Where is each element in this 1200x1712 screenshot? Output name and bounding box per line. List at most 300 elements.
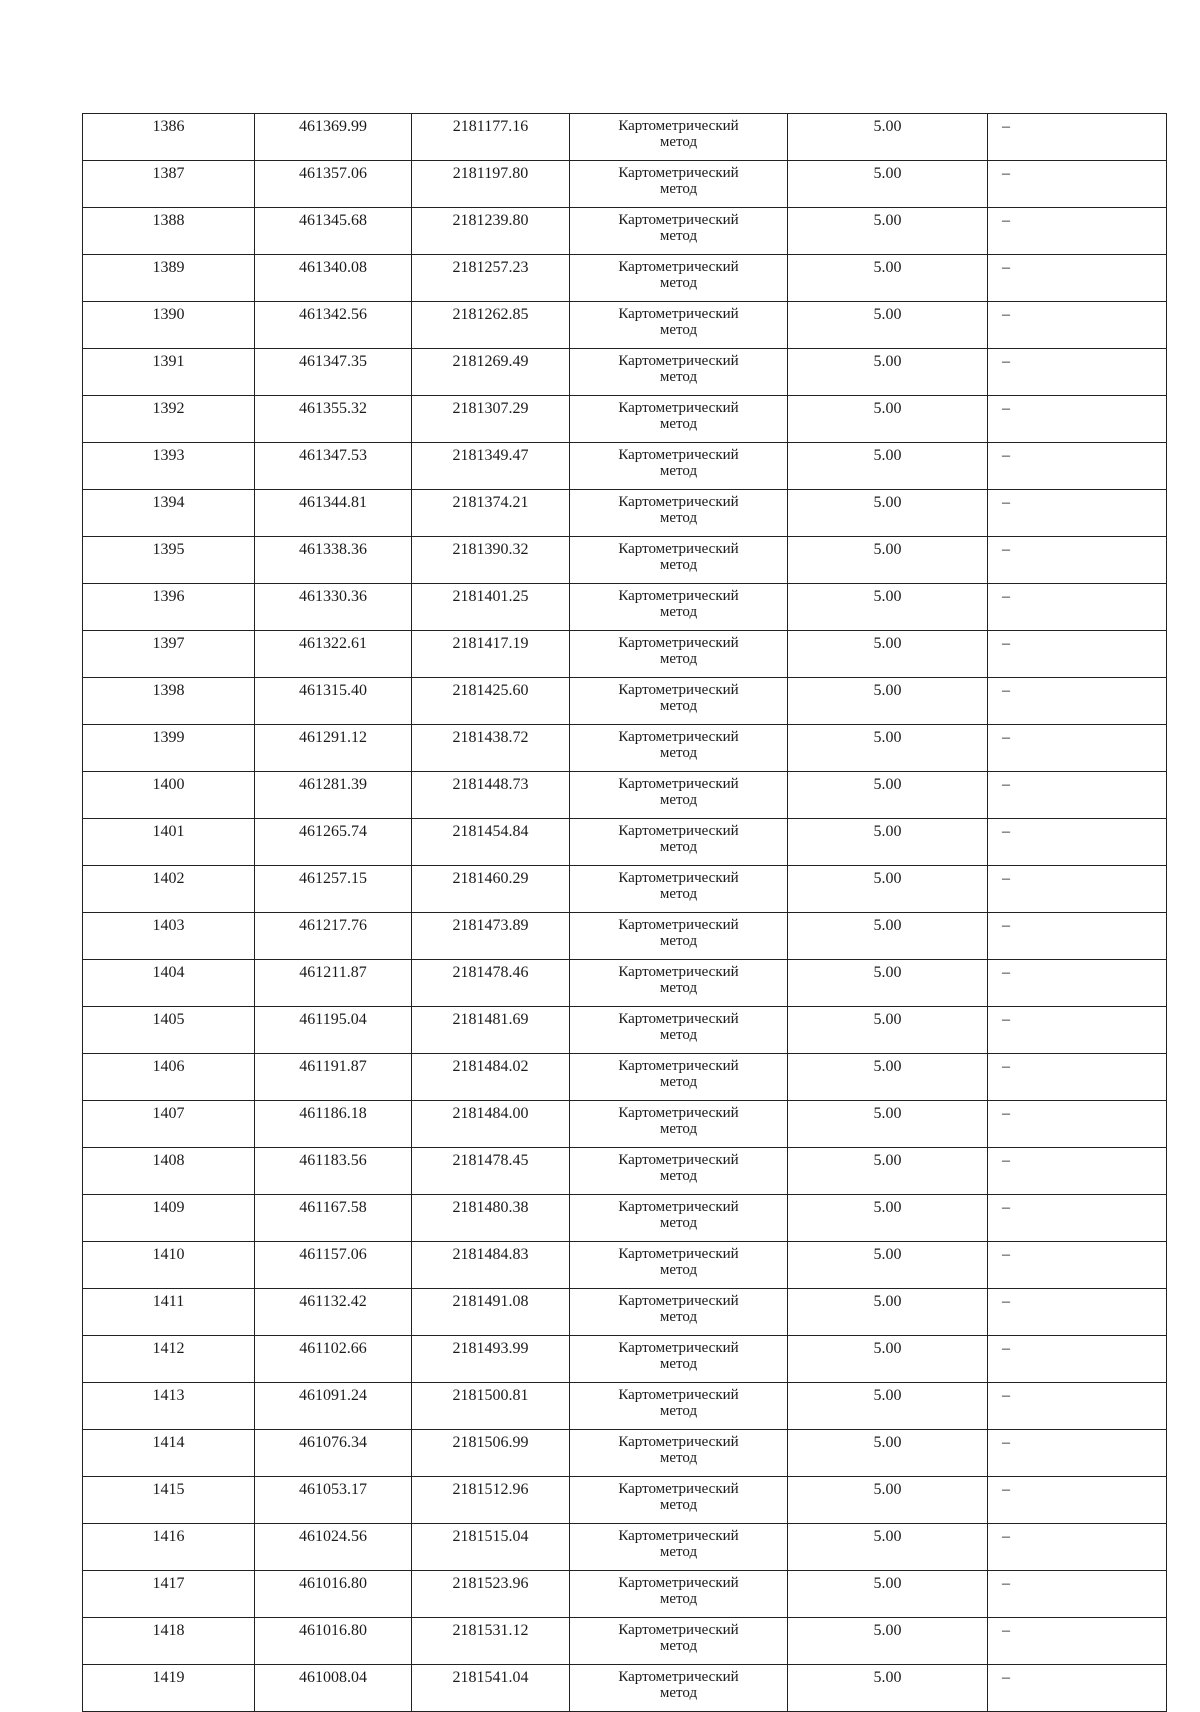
note-cell: – (988, 302, 1167, 349)
table-row (83, 866, 1167, 913)
table-row (83, 678, 1167, 725)
method-line-2: метод (659, 1497, 698, 1513)
method-cell (570, 1148, 788, 1195)
method-cell (570, 1289, 788, 1336)
method-line-2: метод (659, 980, 698, 996)
note-cell: – (988, 1383, 1167, 1430)
note-cell: – (988, 960, 1167, 1007)
method-line-1: Картометрический (618, 118, 739, 134)
method-cell (570, 1007, 788, 1054)
note-cell: – (988, 1148, 1167, 1195)
x-coordinate-cell: 461091.24 (255, 1383, 412, 1430)
method-cell (570, 1477, 788, 1524)
note-cell: – (988, 114, 1167, 161)
method-line-2: метод (659, 463, 698, 479)
method-cell (570, 302, 788, 349)
method-line-1: Картометрический (618, 588, 739, 604)
method-line-1: Картометрический (618, 400, 739, 416)
method-cell (570, 537, 788, 584)
method-cell (570, 161, 788, 208)
method-line-2: метод (659, 557, 698, 573)
method-cell (570, 960, 788, 1007)
x-coordinate-cell: 461186.18 (255, 1101, 412, 1148)
method-line-2: метод (659, 275, 698, 291)
method-line-1: Картометрический (618, 212, 739, 228)
method-line-2: метод (659, 1168, 698, 1184)
table-row (83, 208, 1167, 255)
accuracy-cell: 5.00 (788, 208, 988, 255)
method-line-2: метод (659, 1638, 698, 1654)
x-coordinate-cell: 461347.35 (255, 349, 412, 396)
method-cell (570, 1336, 788, 1383)
note-cell: – (988, 1242, 1167, 1289)
accuracy-cell: 5.00 (788, 396, 988, 443)
x-coordinate-cell: 461265.74 (255, 819, 412, 866)
table-row (83, 1101, 1167, 1148)
y-coordinate-cell: 2181262.85 (412, 302, 570, 349)
point-number-cell: 1405 (83, 1007, 255, 1054)
x-coordinate-cell: 461342.56 (255, 302, 412, 349)
method-cell (570, 1242, 788, 1289)
method-line-2: метод (659, 698, 698, 714)
method-line-1: Картометрический (618, 682, 739, 698)
table-row (83, 725, 1167, 772)
accuracy-cell: 5.00 (788, 1007, 988, 1054)
point-number-cell: 1419 (83, 1665, 255, 1712)
x-coordinate-cell: 461281.39 (255, 772, 412, 819)
y-coordinate-cell: 2181473.89 (412, 913, 570, 960)
note-cell: – (988, 255, 1167, 302)
x-coordinate-cell: 461217.76 (255, 913, 412, 960)
x-coordinate-cell: 461053.17 (255, 1477, 412, 1524)
table-row (83, 819, 1167, 866)
method-line-2: метод (659, 1591, 698, 1607)
method-cell (570, 208, 788, 255)
method-line-2: метод (659, 1544, 698, 1560)
note-cell: – (988, 1571, 1167, 1618)
point-number-cell: 1389 (83, 255, 255, 302)
y-coordinate-cell: 2181480.38 (412, 1195, 570, 1242)
accuracy-cell: 5.00 (788, 631, 988, 678)
table-row (83, 1054, 1167, 1101)
note-cell: – (988, 1618, 1167, 1665)
method-line-1: Картометрический (618, 1387, 739, 1403)
accuracy-cell: 5.00 (788, 114, 988, 161)
y-coordinate-cell: 2181541.04 (412, 1665, 570, 1712)
table-row (83, 537, 1167, 584)
table-row (83, 1618, 1167, 1665)
accuracy-cell: 5.00 (788, 678, 988, 725)
method-line-2: метод (659, 604, 698, 620)
note-cell: – (988, 584, 1167, 631)
x-coordinate-cell: 461355.32 (255, 396, 412, 443)
x-coordinate-cell: 461315.40 (255, 678, 412, 725)
method-line-1: Картометрический (618, 1105, 739, 1121)
method-line-1: Картометрический (618, 1481, 739, 1497)
method-line-2: метод (659, 134, 698, 150)
y-coordinate-cell: 2181390.32 (412, 537, 570, 584)
method-line-2: метод (659, 745, 698, 761)
method-line-1: Картометрический (618, 1528, 739, 1544)
accuracy-cell: 5.00 (788, 1477, 988, 1524)
x-coordinate-cell: 461016.80 (255, 1618, 412, 1665)
method-line-1: Картометрический (618, 1152, 739, 1168)
note-cell: – (988, 443, 1167, 490)
x-coordinate-cell: 461195.04 (255, 1007, 412, 1054)
point-number-cell: 1390 (83, 302, 255, 349)
method-line-1: Картометрический (618, 1669, 739, 1685)
method-line-2: метод (659, 1215, 698, 1231)
accuracy-cell: 5.00 (788, 1148, 988, 1195)
point-number-cell: 1386 (83, 114, 255, 161)
point-number-cell: 1396 (83, 584, 255, 631)
point-number-cell: 1395 (83, 537, 255, 584)
y-coordinate-cell: 2181481.69 (412, 1007, 570, 1054)
x-coordinate-cell: 461340.08 (255, 255, 412, 302)
note-cell: – (988, 396, 1167, 443)
point-number-cell: 1394 (83, 490, 255, 537)
x-coordinate-cell: 461183.56 (255, 1148, 412, 1195)
accuracy-cell: 5.00 (788, 302, 988, 349)
accuracy-cell: 5.00 (788, 537, 988, 584)
method-line-1: Картометрический (618, 776, 739, 792)
y-coordinate-cell: 2181197.80 (412, 161, 570, 208)
y-coordinate-cell: 2181484.83 (412, 1242, 570, 1289)
method-line-1: Картометрический (618, 494, 739, 510)
table-row (83, 1430, 1167, 1477)
point-number-cell: 1397 (83, 631, 255, 678)
accuracy-cell: 5.00 (788, 1383, 988, 1430)
point-number-cell: 1408 (83, 1148, 255, 1195)
x-coordinate-cell: 461291.12 (255, 725, 412, 772)
point-number-cell: 1388 (83, 208, 255, 255)
table-row (83, 631, 1167, 678)
method-line-1: Картометрический (618, 1434, 739, 1450)
y-coordinate-cell: 2181491.08 (412, 1289, 570, 1336)
method-line-2: метод (659, 228, 698, 244)
accuracy-cell: 5.00 (788, 819, 988, 866)
accuracy-cell: 5.00 (788, 725, 988, 772)
point-number-cell: 1416 (83, 1524, 255, 1571)
method-cell (570, 1383, 788, 1430)
y-coordinate-cell: 2181307.29 (412, 396, 570, 443)
table-row (83, 913, 1167, 960)
table-row (83, 1383, 1167, 1430)
method-line-2: метод (659, 886, 698, 902)
point-number-cell: 1406 (83, 1054, 255, 1101)
y-coordinate-cell: 2181460.29 (412, 866, 570, 913)
y-coordinate-cell: 2181438.72 (412, 725, 570, 772)
point-number-cell: 1414 (83, 1430, 255, 1477)
method-line-1: Картометрический (618, 165, 739, 181)
method-line-1: Картометрический (618, 823, 739, 839)
method-cell (570, 772, 788, 819)
x-coordinate-cell: 461345.68 (255, 208, 412, 255)
table-row (83, 161, 1167, 208)
note-cell: – (988, 1007, 1167, 1054)
note-cell: – (988, 208, 1167, 255)
method-line-2: метод (659, 1074, 698, 1090)
method-line-2: метод (659, 1027, 698, 1043)
table-row (83, 1289, 1167, 1336)
x-coordinate-cell: 461347.53 (255, 443, 412, 490)
y-coordinate-cell: 2181478.46 (412, 960, 570, 1007)
y-coordinate-cell: 2181417.19 (412, 631, 570, 678)
method-line-1: Картометрический (618, 353, 739, 369)
method-cell (570, 349, 788, 396)
accuracy-cell: 5.00 (788, 1665, 988, 1712)
note-cell: – (988, 1430, 1167, 1477)
note-cell: – (988, 490, 1167, 537)
point-number-cell: 1411 (83, 1289, 255, 1336)
note-cell: – (988, 913, 1167, 960)
table-row (83, 490, 1167, 537)
note-cell: – (988, 349, 1167, 396)
accuracy-cell: 5.00 (788, 866, 988, 913)
y-coordinate-cell: 2181523.96 (412, 1571, 570, 1618)
x-coordinate-cell: 461076.34 (255, 1430, 412, 1477)
table-row (83, 1571, 1167, 1618)
accuracy-cell: 5.00 (788, 772, 988, 819)
method-line-1: Картометрический (618, 729, 739, 745)
accuracy-cell: 5.00 (788, 1242, 988, 1289)
method-cell (570, 443, 788, 490)
x-coordinate-cell: 461016.80 (255, 1571, 412, 1618)
y-coordinate-cell: 2181531.12 (412, 1618, 570, 1665)
method-cell (570, 584, 788, 631)
y-coordinate-cell: 2181177.16 (412, 114, 570, 161)
table-row (83, 1007, 1167, 1054)
y-coordinate-cell: 2181239.80 (412, 208, 570, 255)
table-row (83, 772, 1167, 819)
point-number-cell: 1402 (83, 866, 255, 913)
table-row (83, 1477, 1167, 1524)
method-line-1: Картометрический (618, 917, 739, 933)
table-row (83, 584, 1167, 631)
x-coordinate-cell: 461344.81 (255, 490, 412, 537)
point-number-cell: 1417 (83, 1571, 255, 1618)
note-cell: – (988, 819, 1167, 866)
x-coordinate-cell: 461024.56 (255, 1524, 412, 1571)
note-cell: – (988, 1477, 1167, 1524)
table-row (83, 1242, 1167, 1289)
point-number-cell: 1401 (83, 819, 255, 866)
y-coordinate-cell: 2181512.96 (412, 1477, 570, 1524)
method-line-2: метод (659, 1356, 698, 1372)
x-coordinate-cell: 461330.36 (255, 584, 412, 631)
x-coordinate-cell: 461008.04 (255, 1665, 412, 1712)
method-cell (570, 678, 788, 725)
method-line-1: Картометрический (618, 1622, 739, 1638)
y-coordinate-cell: 2181484.02 (412, 1054, 570, 1101)
y-coordinate-cell: 2181269.49 (412, 349, 570, 396)
point-number-cell: 1398 (83, 678, 255, 725)
method-line-1: Картометрический (618, 541, 739, 557)
y-coordinate-cell: 2181493.99 (412, 1336, 570, 1383)
x-coordinate-cell: 461322.61 (255, 631, 412, 678)
method-cell (570, 819, 788, 866)
method-cell (570, 1524, 788, 1571)
table-row (83, 302, 1167, 349)
note-cell: – (988, 772, 1167, 819)
y-coordinate-cell: 2181425.60 (412, 678, 570, 725)
point-number-cell: 1392 (83, 396, 255, 443)
method-line-2: метод (659, 1121, 698, 1137)
x-coordinate-cell: 461338.36 (255, 537, 412, 584)
method-line-1: Картометрический (618, 1340, 739, 1356)
method-line-2: метод (659, 181, 698, 197)
accuracy-cell: 5.00 (788, 1054, 988, 1101)
accuracy-cell: 5.00 (788, 1618, 988, 1665)
table-row (83, 1336, 1167, 1383)
method-line-2: метод (659, 1450, 698, 1466)
accuracy-cell: 5.00 (788, 161, 988, 208)
point-number-cell: 1404 (83, 960, 255, 1007)
note-cell: – (988, 1524, 1167, 1571)
point-number-cell: 1409 (83, 1195, 255, 1242)
point-number-cell: 1393 (83, 443, 255, 490)
method-cell (570, 1101, 788, 1148)
method-line-1: Картометрический (618, 1575, 739, 1591)
x-coordinate-cell: 461357.06 (255, 161, 412, 208)
method-line-2: метод (659, 416, 698, 432)
table-row (83, 1195, 1167, 1242)
accuracy-cell: 5.00 (788, 1571, 988, 1618)
point-number-cell: 1391 (83, 349, 255, 396)
table-row (83, 1148, 1167, 1195)
method-cell (570, 1571, 788, 1618)
note-cell: – (988, 1336, 1167, 1383)
point-number-cell: 1413 (83, 1383, 255, 1430)
method-line-1: Картометрический (618, 1246, 739, 1262)
point-number-cell: 1399 (83, 725, 255, 772)
table-row (83, 255, 1167, 302)
method-line-2: метод (659, 1403, 698, 1419)
note-cell: – (988, 537, 1167, 584)
method-line-1: Картометрический (618, 306, 739, 322)
coordinates-table (82, 113, 1167, 1712)
method-cell (570, 725, 788, 772)
y-coordinate-cell: 2181349.47 (412, 443, 570, 490)
y-coordinate-cell: 2181500.81 (412, 1383, 570, 1430)
method-cell (570, 1195, 788, 1242)
method-line-1: Картометрический (618, 1293, 739, 1309)
method-line-2: метод (659, 1262, 698, 1278)
y-coordinate-cell: 2181478.45 (412, 1148, 570, 1195)
y-coordinate-cell: 2181484.00 (412, 1101, 570, 1148)
method-line-1: Картометрический (618, 1058, 739, 1074)
note-cell: – (988, 1195, 1167, 1242)
method-cell (570, 1054, 788, 1101)
x-coordinate-cell: 461167.58 (255, 1195, 412, 1242)
method-cell (570, 866, 788, 913)
method-line-1: Картометрический (618, 870, 739, 886)
note-cell: – (988, 161, 1167, 208)
table-row (83, 1524, 1167, 1571)
y-coordinate-cell: 2181448.73 (412, 772, 570, 819)
method-line-1: Картометрический (618, 1011, 739, 1027)
method-line-1: Картометрический (618, 259, 739, 275)
note-cell: – (988, 1665, 1167, 1712)
point-number-cell: 1387 (83, 161, 255, 208)
method-cell (570, 255, 788, 302)
x-coordinate-cell: 461132.42 (255, 1289, 412, 1336)
accuracy-cell: 5.00 (788, 349, 988, 396)
method-cell (570, 114, 788, 161)
note-cell: – (988, 866, 1167, 913)
method-line-2: метод (659, 651, 698, 667)
method-cell (570, 1430, 788, 1477)
method-cell (570, 396, 788, 443)
method-line-2: метод (659, 369, 698, 385)
note-cell: – (988, 631, 1167, 678)
method-cell (570, 913, 788, 960)
accuracy-cell: 5.00 (788, 1101, 988, 1148)
point-number-cell: 1400 (83, 772, 255, 819)
method-line-2: метод (659, 322, 698, 338)
table-row (83, 114, 1167, 161)
y-coordinate-cell: 2181257.23 (412, 255, 570, 302)
accuracy-cell: 5.00 (788, 255, 988, 302)
y-coordinate-cell: 2181374.21 (412, 490, 570, 537)
table-row (83, 396, 1167, 443)
accuracy-cell: 5.00 (788, 584, 988, 631)
table-row (83, 443, 1167, 490)
table-row (83, 960, 1167, 1007)
accuracy-cell: 5.00 (788, 960, 988, 1007)
method-cell (570, 490, 788, 537)
accuracy-cell: 5.00 (788, 490, 988, 537)
table-row (83, 349, 1167, 396)
method-line-1: Картометрический (618, 635, 739, 651)
method-line-2: метод (659, 1309, 698, 1325)
table-row (83, 1665, 1167, 1712)
point-number-cell: 1412 (83, 1336, 255, 1383)
x-coordinate-cell: 461369.99 (255, 114, 412, 161)
accuracy-cell: 5.00 (788, 443, 988, 490)
method-line-2: метод (659, 839, 698, 855)
accuracy-cell: 5.00 (788, 1430, 988, 1477)
method-line-2: метод (659, 1685, 698, 1701)
point-number-cell: 1407 (83, 1101, 255, 1148)
point-number-cell: 1410 (83, 1242, 255, 1289)
note-cell: – (988, 1054, 1167, 1101)
point-number-cell: 1415 (83, 1477, 255, 1524)
y-coordinate-cell: 2181401.25 (412, 584, 570, 631)
point-number-cell: 1418 (83, 1618, 255, 1665)
point-number-cell: 1403 (83, 913, 255, 960)
x-coordinate-cell: 461157.06 (255, 1242, 412, 1289)
note-cell: – (988, 678, 1167, 725)
accuracy-cell: 5.00 (788, 1524, 988, 1571)
note-cell: – (988, 725, 1167, 772)
x-coordinate-cell: 461211.87 (255, 960, 412, 1007)
accuracy-cell: 5.00 (788, 1336, 988, 1383)
x-coordinate-cell: 461257.15 (255, 866, 412, 913)
note-cell: – (988, 1101, 1167, 1148)
note-cell: – (988, 1289, 1167, 1336)
y-coordinate-cell: 2181515.04 (412, 1524, 570, 1571)
method-cell (570, 631, 788, 678)
method-cell (570, 1618, 788, 1665)
table-body (83, 114, 1167, 1712)
method-line-2: метод (659, 933, 698, 949)
accuracy-cell: 5.00 (788, 1195, 988, 1242)
method-line-1: Картометрический (618, 447, 739, 463)
method-line-2: метод (659, 792, 698, 808)
x-coordinate-cell: 461102.66 (255, 1336, 412, 1383)
method-cell (570, 1665, 788, 1712)
